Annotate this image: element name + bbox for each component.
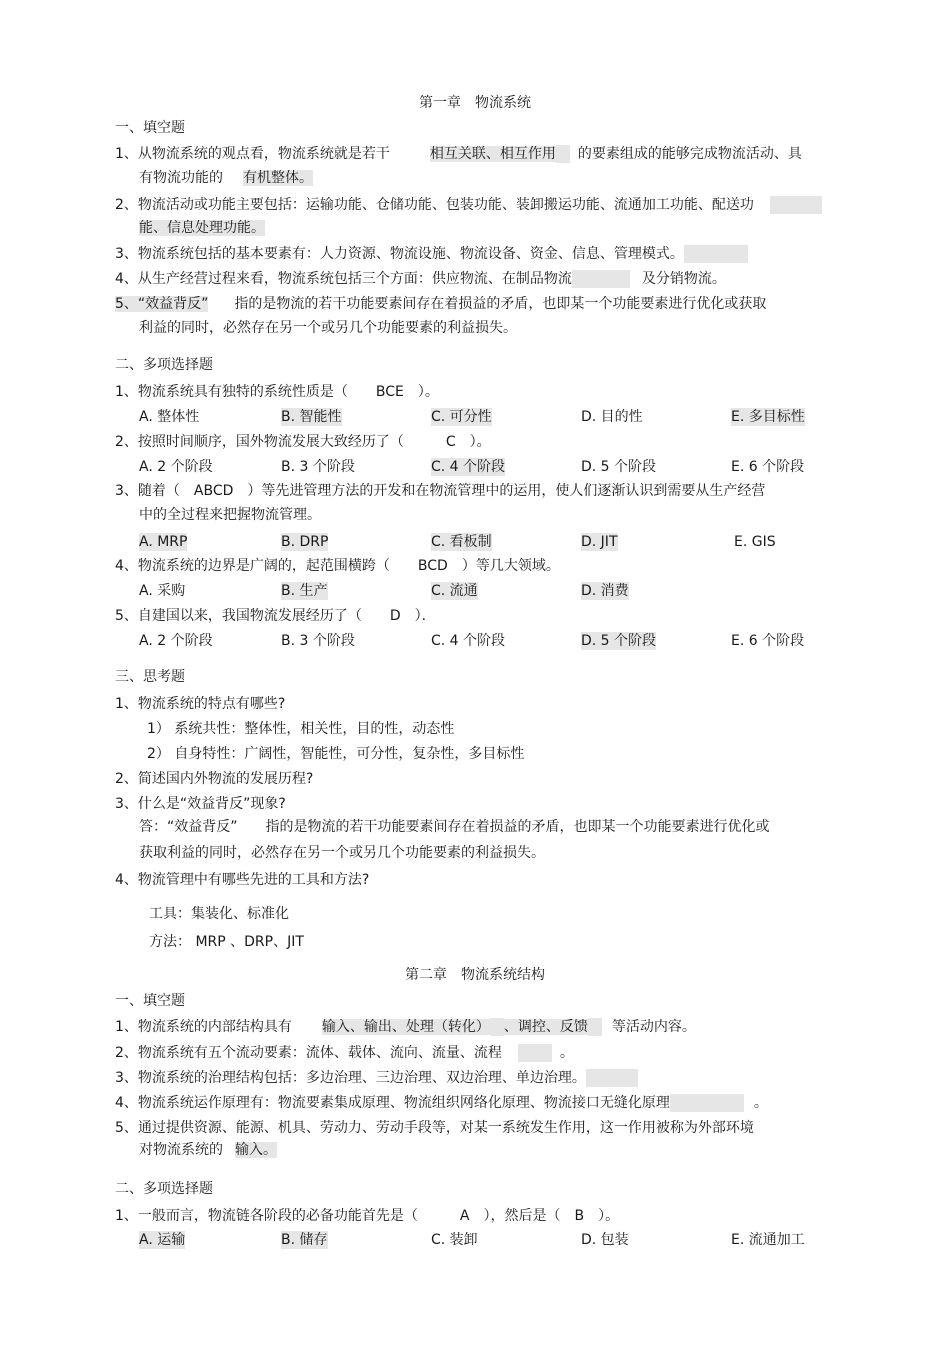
ch2-mc-1-option-a: A. 运输 <box>139 1232 186 1248</box>
mc-question-2: 2、按照时间顺序，国外物流发展大致经历了（ C ）。 <box>115 434 491 450</box>
chapter-1-title: 第一章 物流系统 <box>419 95 531 111</box>
section-think: 三、思考题 <box>115 669 185 685</box>
ch2-fill-1-answer: 输入、输出、处理（转化） <box>321 1019 490 1035</box>
mc-2-option-c: C. 4 个阶段 <box>431 459 506 475</box>
think-question-1: 1、物流系统的特点有哪些? <box>115 696 286 712</box>
mc-question-3: 3、随着（ ABCD ）等先进管理方法的开发和在物流管理中的运用，使人们逐渐认识到需要从生产经营 <box>115 483 766 499</box>
mc-3-option-c: C. 看板制 <box>431 534 492 550</box>
think-answer-1a: 1） 系统共性：整体性，相关性，目的性，动态性 <box>147 721 455 737</box>
mc-4-option-d: D. 消费 <box>581 583 629 599</box>
fill-4-text-2: 及分销物流。 <box>641 271 726 287</box>
ch2-mc-1-option-b: B. 储存 <box>281 1232 328 1248</box>
think-question-4: 4、物流管理中有哪些先进的工具和方法? <box>115 872 370 888</box>
mc-3-option-a: A. MRP <box>139 534 188 550</box>
ch2-fill-3-text: 3、物流系统的治理结构包括：多边治理、三边治理、双边治理、单边治理。 <box>115 1070 586 1086</box>
mc-5-option-b: B. 3 个阶段 <box>281 633 355 649</box>
fill-4-text: 4、从生产经营过程来看，物流系统包括三个方面：供应物流、在制品物流 <box>115 271 572 287</box>
ch2-fill-5-answer: 输入。 <box>235 1142 277 1158</box>
think-question-3: 3、什么是“效益背反”现象? <box>115 796 286 812</box>
mc-5-option-a: A. 2 个阶段 <box>139 633 213 649</box>
ch2-fill-item-5: 5、通过提供资源、能源、机具、劳动力、劳动手段等，对某一系统发生作用，这一作用被称为外部环境 <box>115 1120 754 1136</box>
mc-2-option-e: E. 6 个阶段 <box>731 459 805 475</box>
ch2-fill-2-text: 2、物流系统有五个流动要素：流体、载体、流向、流量、流程 <box>115 1045 502 1061</box>
mc-1-option-b: B. 智能性 <box>281 409 342 425</box>
mc-5-option-e: E. 6 个阶段 <box>731 633 805 649</box>
fill-item-5-cont: 利益的同时，必然存在另一个或另几个功能要素的利益损失。 <box>139 320 517 336</box>
fill-item-5 <box>115 295 766 313</box>
mc-3-option-e: E. GIS <box>734 534 776 550</box>
think-answer-3a: 答：“效益背反” 指的是物流的若干功能要素间存在着损益的矛盾，也即某一个功能要素进行优化或 <box>139 819 770 835</box>
ch2-fill-1-text-2: 等活动内容。 <box>611 1019 696 1035</box>
mc-5-option-c: C. 4 个阶段 <box>431 633 506 649</box>
ch2-fill-item-1 <box>115 1018 696 1036</box>
fill-item-4 <box>115 270 726 288</box>
ch2-section-fill-blank: 一、填空题 <box>115 993 185 1009</box>
ch2-mc-1-option-c: C. 装卸 <box>431 1232 478 1248</box>
mc-3-option-b: B. DRP <box>281 534 329 550</box>
mc-3-option-d: D. JIT <box>581 534 618 550</box>
mc-question-4: 4、物流系统的边界是广阔的，起范围横跨（ BCD ）等几大领域。 <box>115 558 560 574</box>
ch2-mc-1-option-d: D. 包装 <box>581 1232 629 1248</box>
fill-1-answer-2: 有机整体。 <box>243 170 313 186</box>
mc-2-option-b: B. 3 个阶段 <box>281 459 355 475</box>
fill-item-2-cont <box>139 219 265 237</box>
fill-3-text: 3、物流系统包括的基本要素有：人力资源、物流设施、物流设备、资金、信息、管理模式。 <box>115 246 684 262</box>
fill-2-text: 2、物流活动或功能主要包括：运输功能、仓储功能、包装功能、装卸搬运功能、流通加工功能、配送功 <box>115 197 754 213</box>
mc-4-option-b: B. 生产 <box>281 583 328 599</box>
mc-1-option-e: E. 多目标性 <box>731 409 805 425</box>
think-answer-1b: 2） 自身特性：广阔性，智能性，可分性，复杂性，多目标性 <box>147 746 525 762</box>
chapter-2-title: 第二章 物流系统结构 <box>405 967 545 983</box>
mc-5-option-d: D. 5 个阶段 <box>581 633 657 649</box>
fill-5-term: 5、“效益背反” <box>115 296 209 312</box>
ch2-fill-4-text: 4、物流系统运作原理有：物流要素集成原理、物流组织网络化原理、物流接口无缝化原理 <box>115 1095 670 1111</box>
fill-5-text: 指的是物流的若干功能要素间存在着损益的矛盾，也即某一个功能要素进行优化或获取 <box>234 296 767 312</box>
ch2-fill-1-text: 1、物流系统的内部结构具有 <box>115 1019 292 1035</box>
ch2-mc-question-1: 1、一般而言，物流链各阶段的必备功能首先是（ A ），然后是（ B ）。 <box>115 1208 620 1224</box>
mc-1-option-d: D. 目的性 <box>581 409 643 425</box>
mc-4-option-a: A. 采购 <box>139 583 186 599</box>
ch2-fill-1-answer-2: 、调控、反馈 <box>503 1019 588 1035</box>
fill-item-1 <box>115 145 802 163</box>
think-answer-4a: 工具：集装化、标准化 <box>149 906 289 922</box>
mc-2-option-a: A. 2 个阶段 <box>139 459 213 475</box>
mc-1-option-c: C. 可分性 <box>431 409 492 425</box>
mc-2-option-d: D. 5 个阶段 <box>581 459 657 475</box>
ch2-fill-item-5-cont <box>139 1141 277 1159</box>
fill-item-2 <box>115 196 822 214</box>
ch2-fill-item-2 <box>115 1044 574 1062</box>
ch2-fill-2-text-2: 。 <box>559 1045 574 1061</box>
fill-1-answer: 相互关联、相互作用 <box>429 146 556 162</box>
section-multi-choice: 二、多项选择题 <box>115 357 213 373</box>
fill-item-3 <box>115 245 748 263</box>
think-answer-4b: 方法： MRP 、DRP、JIT <box>149 934 304 950</box>
think-question-2: 2、简述国内外物流的发展历程? <box>115 771 314 787</box>
ch2-fill-item-4 <box>115 1094 768 1112</box>
mc-question-1: 1、物流系统具有独特的系统性质是（ BCE ）。 <box>115 384 439 400</box>
ch2-fill-5-text: 对物流系统的 <box>139 1142 223 1158</box>
mc-1-option-a: A. 整体性 <box>139 409 200 425</box>
mc-question-5: 5、自建国以来，我国物流发展经历了（ D ）． <box>115 608 436 624</box>
ch2-mc-1-option-e: E. 流通加工 <box>731 1232 805 1248</box>
fill-1-text-2: 的要素组成的能够完成物流活动、具 <box>577 146 802 162</box>
mc-4-option-c: C. 流通 <box>431 583 478 599</box>
fill-1-text: 1、从物流系统的观点看，物流系统就是若干 <box>115 146 390 162</box>
fill-2-text-2: 能、信息处理功能。 <box>139 220 265 236</box>
fill-item-1-cont <box>139 169 313 187</box>
ch2-fill-item-3 <box>115 1069 638 1087</box>
think-answer-3b: 获取利益的同时，必然存在另一个或另几个功能要素的利益损失。 <box>139 845 545 861</box>
fill-1-text-3: 有物流功能的 <box>139 170 223 186</box>
mc-question-3-cont: 中的全过程来把握物流管理。 <box>139 507 321 523</box>
section-fill-blank: 一、填空题 <box>115 120 185 136</box>
ch2-fill-4-text-2: 。 <box>753 1095 768 1111</box>
ch2-section-multi-choice: 二、多项选择题 <box>115 1181 213 1197</box>
